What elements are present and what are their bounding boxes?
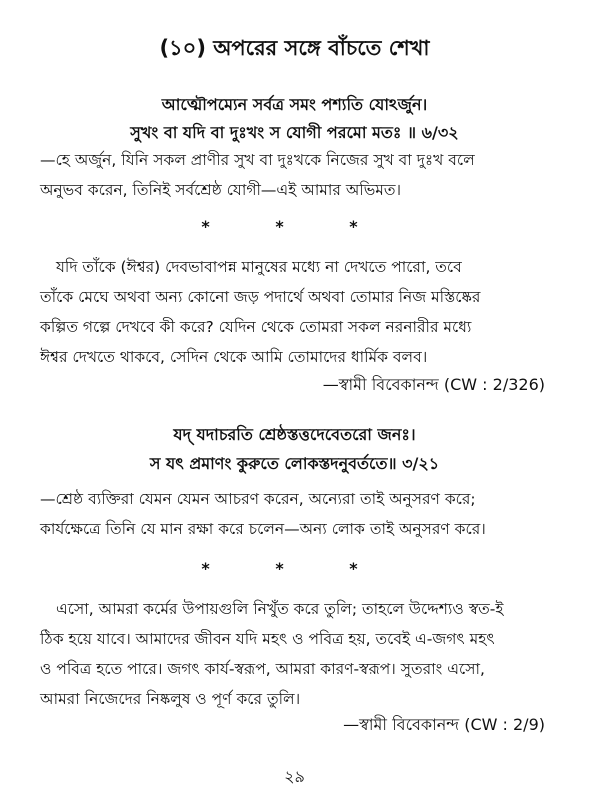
separator-1: * * * [201,217,388,236]
translation2-line2: কার্যক্ষেত্রে তিনি যে মান রক্ষা করে চলেন—অন্য লোক তাই অনুসরণ করে। [40,520,486,538]
quote2-citation: —স্বামী বিবেকানন্দ (CW : 2/9) [343,715,545,734]
translation1-line1: —হে অর্জুন, যিনি সকল প্রাণীর সুখ বা দুঃখকে নিজের সুখ বা দুঃখ বলে [40,151,475,169]
translation2 [40,484,555,544]
verse2-line1: যদ্ যদাচরতি শ্রেষ্ঠস্তত্তদেবেতরো জনঃ। [173,425,416,444]
separator-2: * * * [201,559,388,578]
translation1 [40,145,555,205]
quote1 [40,252,555,372]
chapter-title: (১০) অপরের সঙ্গে বাঁচতে শেখা [159,36,430,60]
translation1-line2: অনুভব করেন, তিনিই সর্বশ্রেষ্ঠ যোগী—এই আমার অভিমত। [40,181,402,199]
quote1-line4: ঈশ্বর দেখতে থাকবে, সেদিন থেকে আমি তোমাদের ধার্মিক বলব। [40,348,428,366]
verse1-line2: সুখং বা যদি বা দুঃখং স যোগী পরমো মতঃ ॥ ৬/৩২ [130,123,459,142]
quote2 [40,594,555,714]
quote1-line1: যদি তাঁকে (ঈশ্বর) দেবভাবাপন্ন মানুষের মধ্যে না দেখতে পারো, তবে [56,258,462,276]
quote2-line1: এসো, আমরা কর্মের উপায়গুলি নিখুঁত করে তুলি; তাহলে উদ্দেশ্যও স্বত-ই [56,600,504,618]
quote1-line2: তাঁকে মেঘে অথবা অন্য কোনো জড় পদার্থে অথবা তোমার নিজ মস্তিষ্কের [40,288,481,306]
translation2-line1: —শ্রেষ্ঠ ব্যক্তিরা যেমন যেমন আচরণ করেন, অন্যেরা তাই অনুসরণ করে; [40,490,476,508]
verse2-line2: স যৎ প্রমাণং কুরুতে লোকস্তদনুবর্ততে॥ ৩/২১ [149,454,440,473]
quote2-line3: ও পবিত্র হতে পারে। জগৎ কার্য-স্বরূপ, আমরা কারণ-স্বরূপ। সুতরাং এসো, [40,660,485,678]
quote1-line3: কল্পিত গল্পে দেখবে কী করে? যেদিন থেকে তোমরা সকল নরনারীর মধ্যে [40,318,472,336]
quote2-line4: আমরা নিজেদের নিষ্কলুষ ও পূর্ণ করে তুলি। [40,690,301,708]
quote1-citation: —স্বামী বিবেকানন্দ (CW : 2/326) [322,375,545,394]
quote2-line2: ঠিক হয়ে যাবে। আমাদের জীবন যদি মহৎ ও পবিত্র হয়, তবেই এ-জগৎ মহৎ [40,630,495,648]
verse1-line1: আত্মৌপম্যেন সর্বত্র সমং পশ্যতি যোঽর্জুন। [161,95,428,114]
page-number: ২৯ [284,767,305,786]
